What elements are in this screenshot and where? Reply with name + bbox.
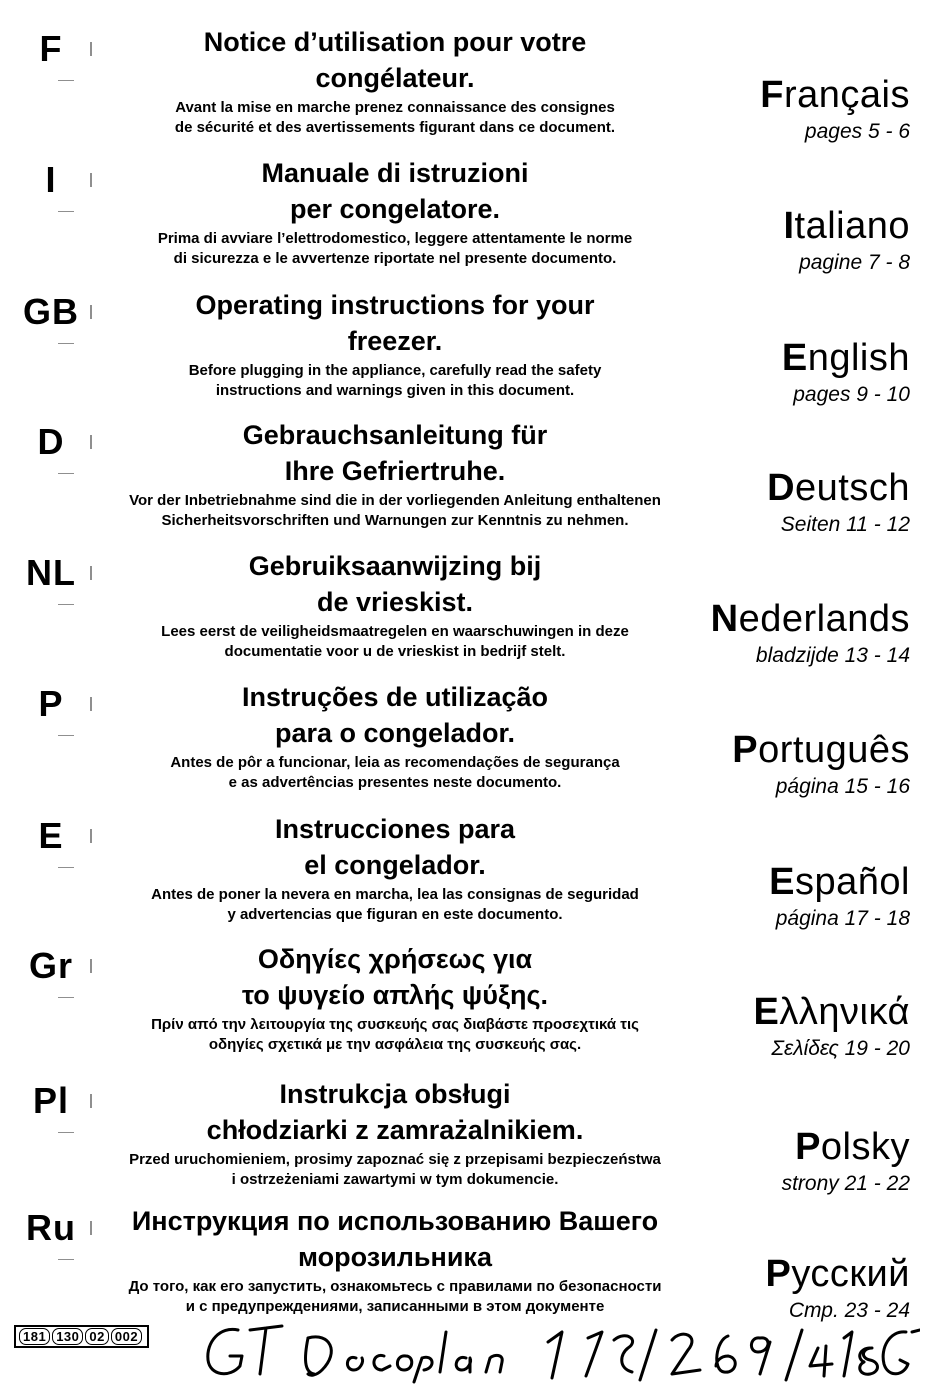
page-range: Σελίδες 19 - 20 bbox=[771, 1037, 910, 1060]
handwritten-signature bbox=[200, 1318, 920, 1386]
section-description: Before plugging in the appliance, carefully read the safety instructions and warnings given in this document. bbox=[188, 362, 602, 399]
language-name: Italiano bbox=[783, 205, 910, 247]
section-description: Antes de pôr a funcionar, leia as recomendações de segurança e as advertências presentes neste documento. bbox=[170, 754, 620, 791]
country-code: Ru bbox=[16, 1207, 86, 1249]
section-description: Prima di avviare l’elettrodomestico, leggere attentamente le norme di sicurezza e le avvertenze riportate nel presente documento. bbox=[157, 230, 633, 267]
page-range: pages 9 - 10 bbox=[793, 383, 910, 406]
language-section-ru bbox=[0, 1203, 950, 1334]
country-code: GB bbox=[16, 291, 86, 333]
language-name: Nederlands bbox=[710, 598, 910, 640]
language-section-nl bbox=[0, 548, 950, 679]
page-range: página 15 - 16 bbox=[775, 775, 910, 798]
language-name: Português bbox=[732, 729, 910, 771]
section-title: Οδηγίες χρήσεως για το ψυγείο απλής ψύξης. bbox=[241, 944, 549, 1010]
country-code: Gr bbox=[16, 945, 86, 987]
language-section-it bbox=[0, 155, 950, 286]
section-title: Инструкция по использованию Вашего морозильника bbox=[131, 1206, 659, 1272]
page-range: strony 21 - 22 bbox=[781, 1172, 910, 1195]
language-name: English bbox=[781, 337, 910, 379]
language-name: Polsky bbox=[795, 1126, 910, 1168]
section-description: Przed uruchomieniem, prosimy zapoznać się z przepisami bezpieczeństwa i ostrzeżeniami zawartymi w tym dokumencie. bbox=[129, 1151, 661, 1188]
section-title: Operating instructions for your freezer. bbox=[195, 290, 595, 356]
language-name: Deutsch bbox=[767, 467, 910, 509]
page-range: pagine 7 - 8 bbox=[799, 251, 910, 274]
language-section-pl bbox=[0, 1076, 950, 1207]
section-title: Instrukcja obsługi chłodziarki z zamrażalnikiem. bbox=[206, 1079, 584, 1145]
country-code: Pl bbox=[16, 1080, 86, 1122]
country-code: F bbox=[16, 28, 86, 70]
country-code: E bbox=[16, 815, 86, 857]
section-description: Vor der Inbetriebnahme sind die in der vorliegenden Anleitung enthaltenen Sicherheitsvorschriften und Warnungen zur Kenntnis zu nehmen. bbox=[129, 492, 661, 529]
page-range: página 17 - 18 bbox=[775, 907, 910, 930]
language-name: Русский bbox=[765, 1253, 910, 1295]
section-title: Instrucciones para el congelador. bbox=[274, 814, 516, 880]
page-range: pages 5 - 6 bbox=[804, 120, 910, 143]
section-description: Avant la mise en marche prenez connaissance des consignes de sécurité et des avertissements figurant dans ce document. bbox=[174, 99, 616, 136]
country-code: D bbox=[16, 421, 86, 463]
reference-code: 181 130 02 002 bbox=[14, 1325, 149, 1348]
section-description: Antes de poner la nevera en marcha, lea las consignas de seguridad y advertencias que figuran en este documento. bbox=[151, 886, 639, 923]
page-range: bladzijde 13 - 14 bbox=[755, 644, 910, 667]
page-range: Seiten 11 - 12 bbox=[780, 513, 910, 536]
country-code: P bbox=[16, 683, 86, 725]
section-title: Notice d’utilisation pour votre congélateur. bbox=[203, 27, 587, 93]
section-description: Πρίν από την λειτουργία της συσκευής σας διαβάστε προσεχτικά τις οδηγίες σχετικά με την ασφάλεια της συσκευής σας. bbox=[151, 1016, 639, 1053]
language-name: Español bbox=[769, 861, 910, 903]
section-title: Instruções de utilização para o congelador. bbox=[241, 682, 549, 748]
section-title: Manuale di istruzioni per congelatore. bbox=[261, 158, 529, 224]
page-range: Стр. 23 - 24 bbox=[788, 1299, 910, 1322]
language-name: Ελληνικά bbox=[753, 991, 910, 1033]
language-name: Français bbox=[760, 74, 910, 116]
section-title: Gebruiksaanwijzing bij de vrieskist. bbox=[248, 551, 542, 617]
language-section-de bbox=[0, 417, 950, 548]
section-title: Gebrauchsanleitung für Ihre Gefriertruhe. bbox=[242, 420, 548, 486]
section-description: Lees eerst de veiligheidsmaatregelen en waarschuwingen in deze documentatie voor u de vrieskist in bedrijf stelt. bbox=[161, 623, 629, 660]
language-section-fr bbox=[0, 24, 950, 155]
section-description: До того, как его запустить, ознакомьтесь с правилами по безопасности и с предупреждениями, записанными в этом документе bbox=[128, 1278, 662, 1315]
language-section-gb bbox=[0, 287, 950, 418]
country-code: I bbox=[16, 159, 86, 201]
language-section-es bbox=[0, 811, 950, 942]
language-section-pt bbox=[0, 679, 950, 810]
language-section-gr bbox=[0, 941, 950, 1072]
country-code: NL bbox=[16, 552, 86, 594]
